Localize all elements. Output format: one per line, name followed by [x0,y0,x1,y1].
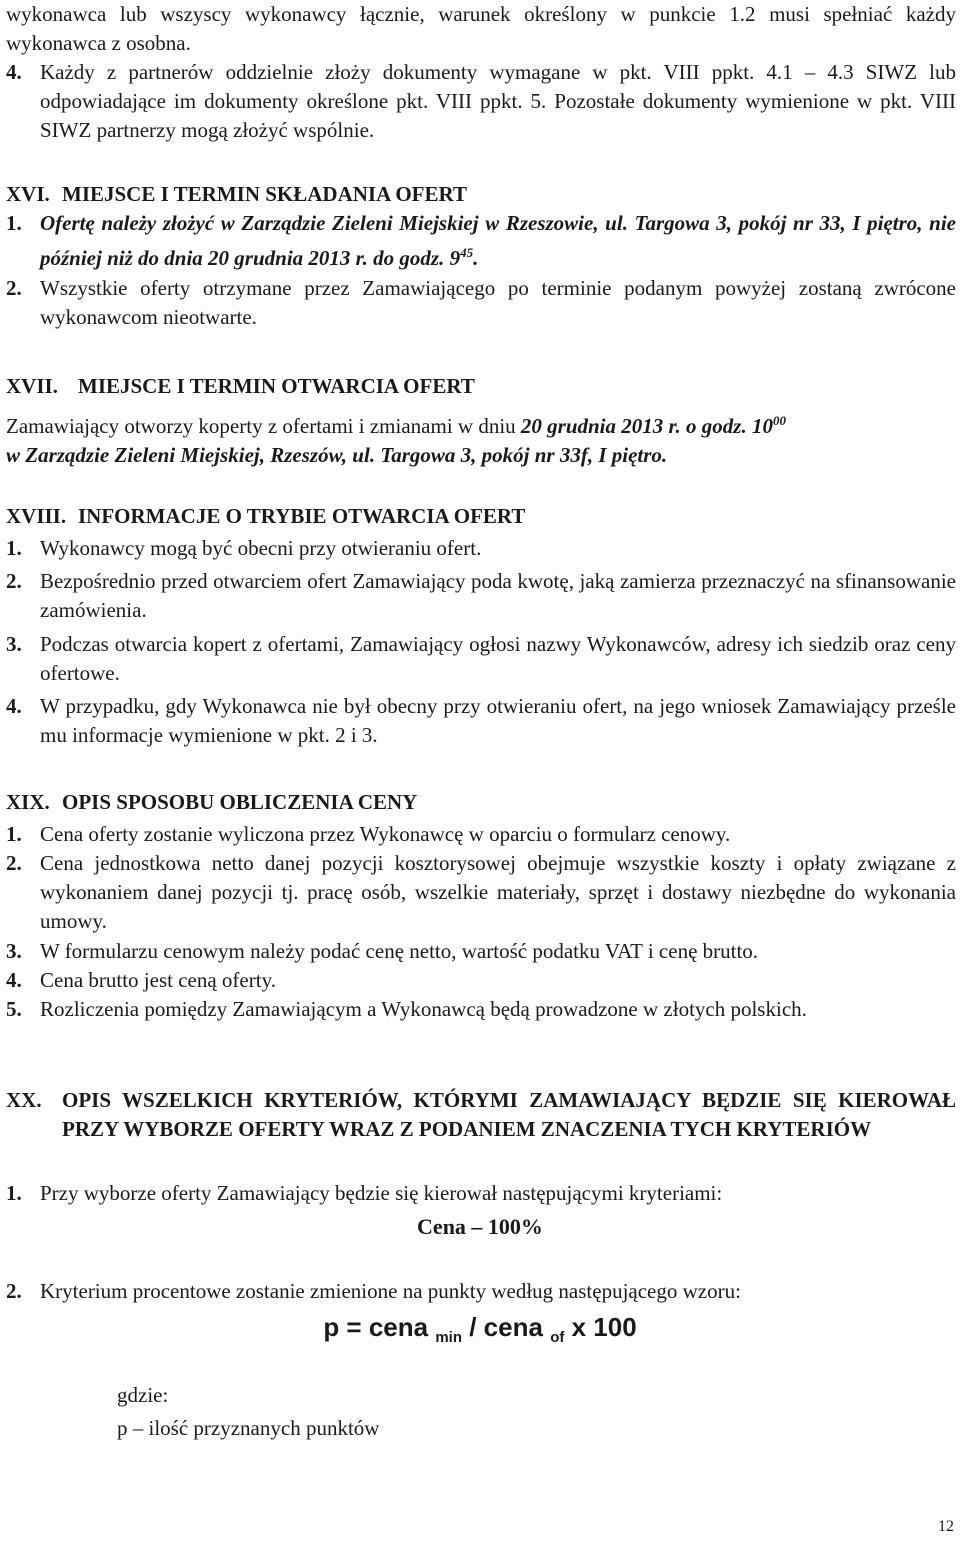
item-number: 2. [6,1279,22,1303]
item-text: Bezpośrednio przed otwarciem ofert Zamawiający poda kwotę, jaką zamierza przeznaczyć na sfinansowanie zamówienia. [40,569,956,622]
item-number: 2. [6,276,22,300]
item-text: Cena brutto jest ceną oferty. [40,968,276,992]
section-heading-xvi [6,180,956,209]
section-title: OPIS WSZELKICH KRYTERIÓW, KTÓRYMI ZAMAWIAJĄCY BĘDZIE SIĘ KIEROWAŁ PRZY WYBORZE OFERTY WRAZ Z PODANIEM ZNACZENIA TYCH KRYTERIÓW [62,1088,956,1141]
list-item-xix-1 [6,820,956,849]
section-title: INFORMACJE O TRYBIE OTWARCIA OFERT [78,504,526,528]
section-number: XIX. [6,790,50,814]
formula-part-c: x 100 [571,1312,637,1342]
where-label: gdzie: [117,1383,169,1407]
list-item-xix-3 [6,937,956,966]
list-item-xviii-4 [6,692,956,750]
list-item-xx-2 [6,1277,956,1306]
list-item-xix-4 [6,966,956,995]
opening-date: 20 grudnia 2013 r. o godz. 10 [520,414,773,438]
item-number: 1. [6,536,22,560]
section-number: XVII. [6,374,58,398]
list-item-xix-5 [6,995,956,1024]
section-title: MIEJSCE I TERMIN SKŁADANIA OFERT [62,182,467,206]
item-number: 3. [6,632,22,656]
opening-text: Zamawiający otworzy koperty z ofertami i zmianami w dniu [6,414,521,438]
item-number: 4. [6,694,22,718]
item-text-main: Ofertę należy złożyć w Zarządzie Zieleni Miejskiej w Rzeszowie, ul. Targowa 3, pokój nr 33, I piętro, nie później niż do dnia 20 grudnia 2013 r. do godz. 9 [40,211,956,270]
formula-part-a: p = cena [323,1312,429,1342]
definition-p: p – ilość przyznanych punktów [117,1416,380,1440]
item-number: 1. [6,1181,22,1205]
item-text: Kryterium procentowe zostanie zmienione na punkty według następującego wzoru: [40,1279,741,1303]
section-title: MIEJSCE I TERMIN OTWARCIA OFERT [78,374,475,398]
item-number: 5. [6,997,22,1021]
list-item-xx-1 [6,1179,956,1208]
formula-sub-min: min [435,1329,462,1346]
item-number: 3. [6,939,22,963]
list-item-xviii-1 [6,534,956,563]
item-text: Cena jednostkowa netto danej pozycji kosztorysowej obejmuje wszystkie koszty i opłaty związane z wykonaniem danej pozycji tj. pracę osób, wszelkie materiały, sprzęt i dostawy niezbędne do wykonania umowy. [40,851,956,933]
criterion-price: Cena – 100% [417,1214,543,1239]
list-item-xviii-2 [6,567,956,625]
item-text: Podczas otwarcia kopert z ofertami, Zamawiający ogłosi nazwy Wykonawców, adresy ich siedzib oraz ceny ofertowe. [40,632,956,685]
item-text: Cena oferty zostanie wyliczona przez Wykonawcę w oparciu o formularz cenowy. [40,822,731,846]
page-number: 12 [938,1518,954,1535]
list-item-xix-2 [6,849,956,936]
item-number: 4. [6,60,22,84]
section-heading-xviii [6,502,956,531]
paragraph-continuation: wykonawca lub wszyscy wykonawcy łącznie, warunek określony w punkcie 1.2 musi spełniać każdy wykonawca z osobna. [6,2,956,55]
item-text: Przy wyborze oferty Zamawiający będzie się kierował następującymi kryteriami: [40,1181,723,1205]
list-item-xvi-2 [6,274,956,332]
section-number: XX. [6,1088,42,1112]
section-heading-xix [6,788,956,817]
item-text: W przypadku, gdy Wykonawca nie był obecny przy otwieraniu ofert, na jego wniosek Zamawiający prześle mu informacje wymienione w pkt. 2 i 3. [40,694,956,747]
item-text: W formularzu cenowym należy podać cenę netto, wartość podatku VAT i cenę brutto. [40,939,759,963]
section-number: XVIII. [6,504,67,528]
section-heading-xx [6,1086,956,1144]
item-number: 1. [6,211,22,235]
section-number: XVI. [6,182,50,206]
list-item-xvi-1 [6,209,956,273]
opening-place: w Zarządzie Zieleni Miejskiej, Rzeszów, ul. Targowa 3, pokój nr 33f, I piętro. [6,443,668,467]
item-number: 2. [6,851,22,875]
item-text [40,209,956,273]
time-superscript: 00 [772,413,786,428]
list-item-4 [6,58,956,145]
section-heading-xvii [6,372,956,401]
paragraph-opening [6,406,956,470]
list-item-xviii-3 [6,630,956,688]
item-text: Wykonawcy mogą być obecni przy otwieraniu ofert. [40,536,482,560]
item-text: Rozliczenia pomiędzy Zamawiającym a Wykonawcą będą prowadzone w złotych polskich. [40,997,807,1021]
section-title: OPIS SPOSOBU OBLICZENIA CENY [62,790,418,814]
time-superscript: 45 [460,245,474,260]
points-formula [0,1313,960,1352]
item-number: 4. [6,968,22,992]
formula-sub-of: of [550,1329,565,1346]
formula-part-b: / cena [469,1312,543,1342]
item-text-end: . [473,246,479,270]
item-number: 2. [6,569,22,593]
item-text: Wszystkie oferty otrzymane przez Zamawiającego po terminie podanym powyżej zostaną zwrócone wykonawcom nieotwarte. [40,276,956,329]
item-text: Każdy z partnerów oddzielnie złoży dokumenty wymagane w pkt. VIII ppkt. 4.1 – 4.3 SIWZ lub odpowiadające im dokumenty określone pkt. VIII ppkt. 5. Pozostałe dokumenty wymienione w pkt. VIII SIWZ partnerzy mogą złożyć wspólnie. [40,60,956,142]
item-number: 1. [6,822,22,846]
